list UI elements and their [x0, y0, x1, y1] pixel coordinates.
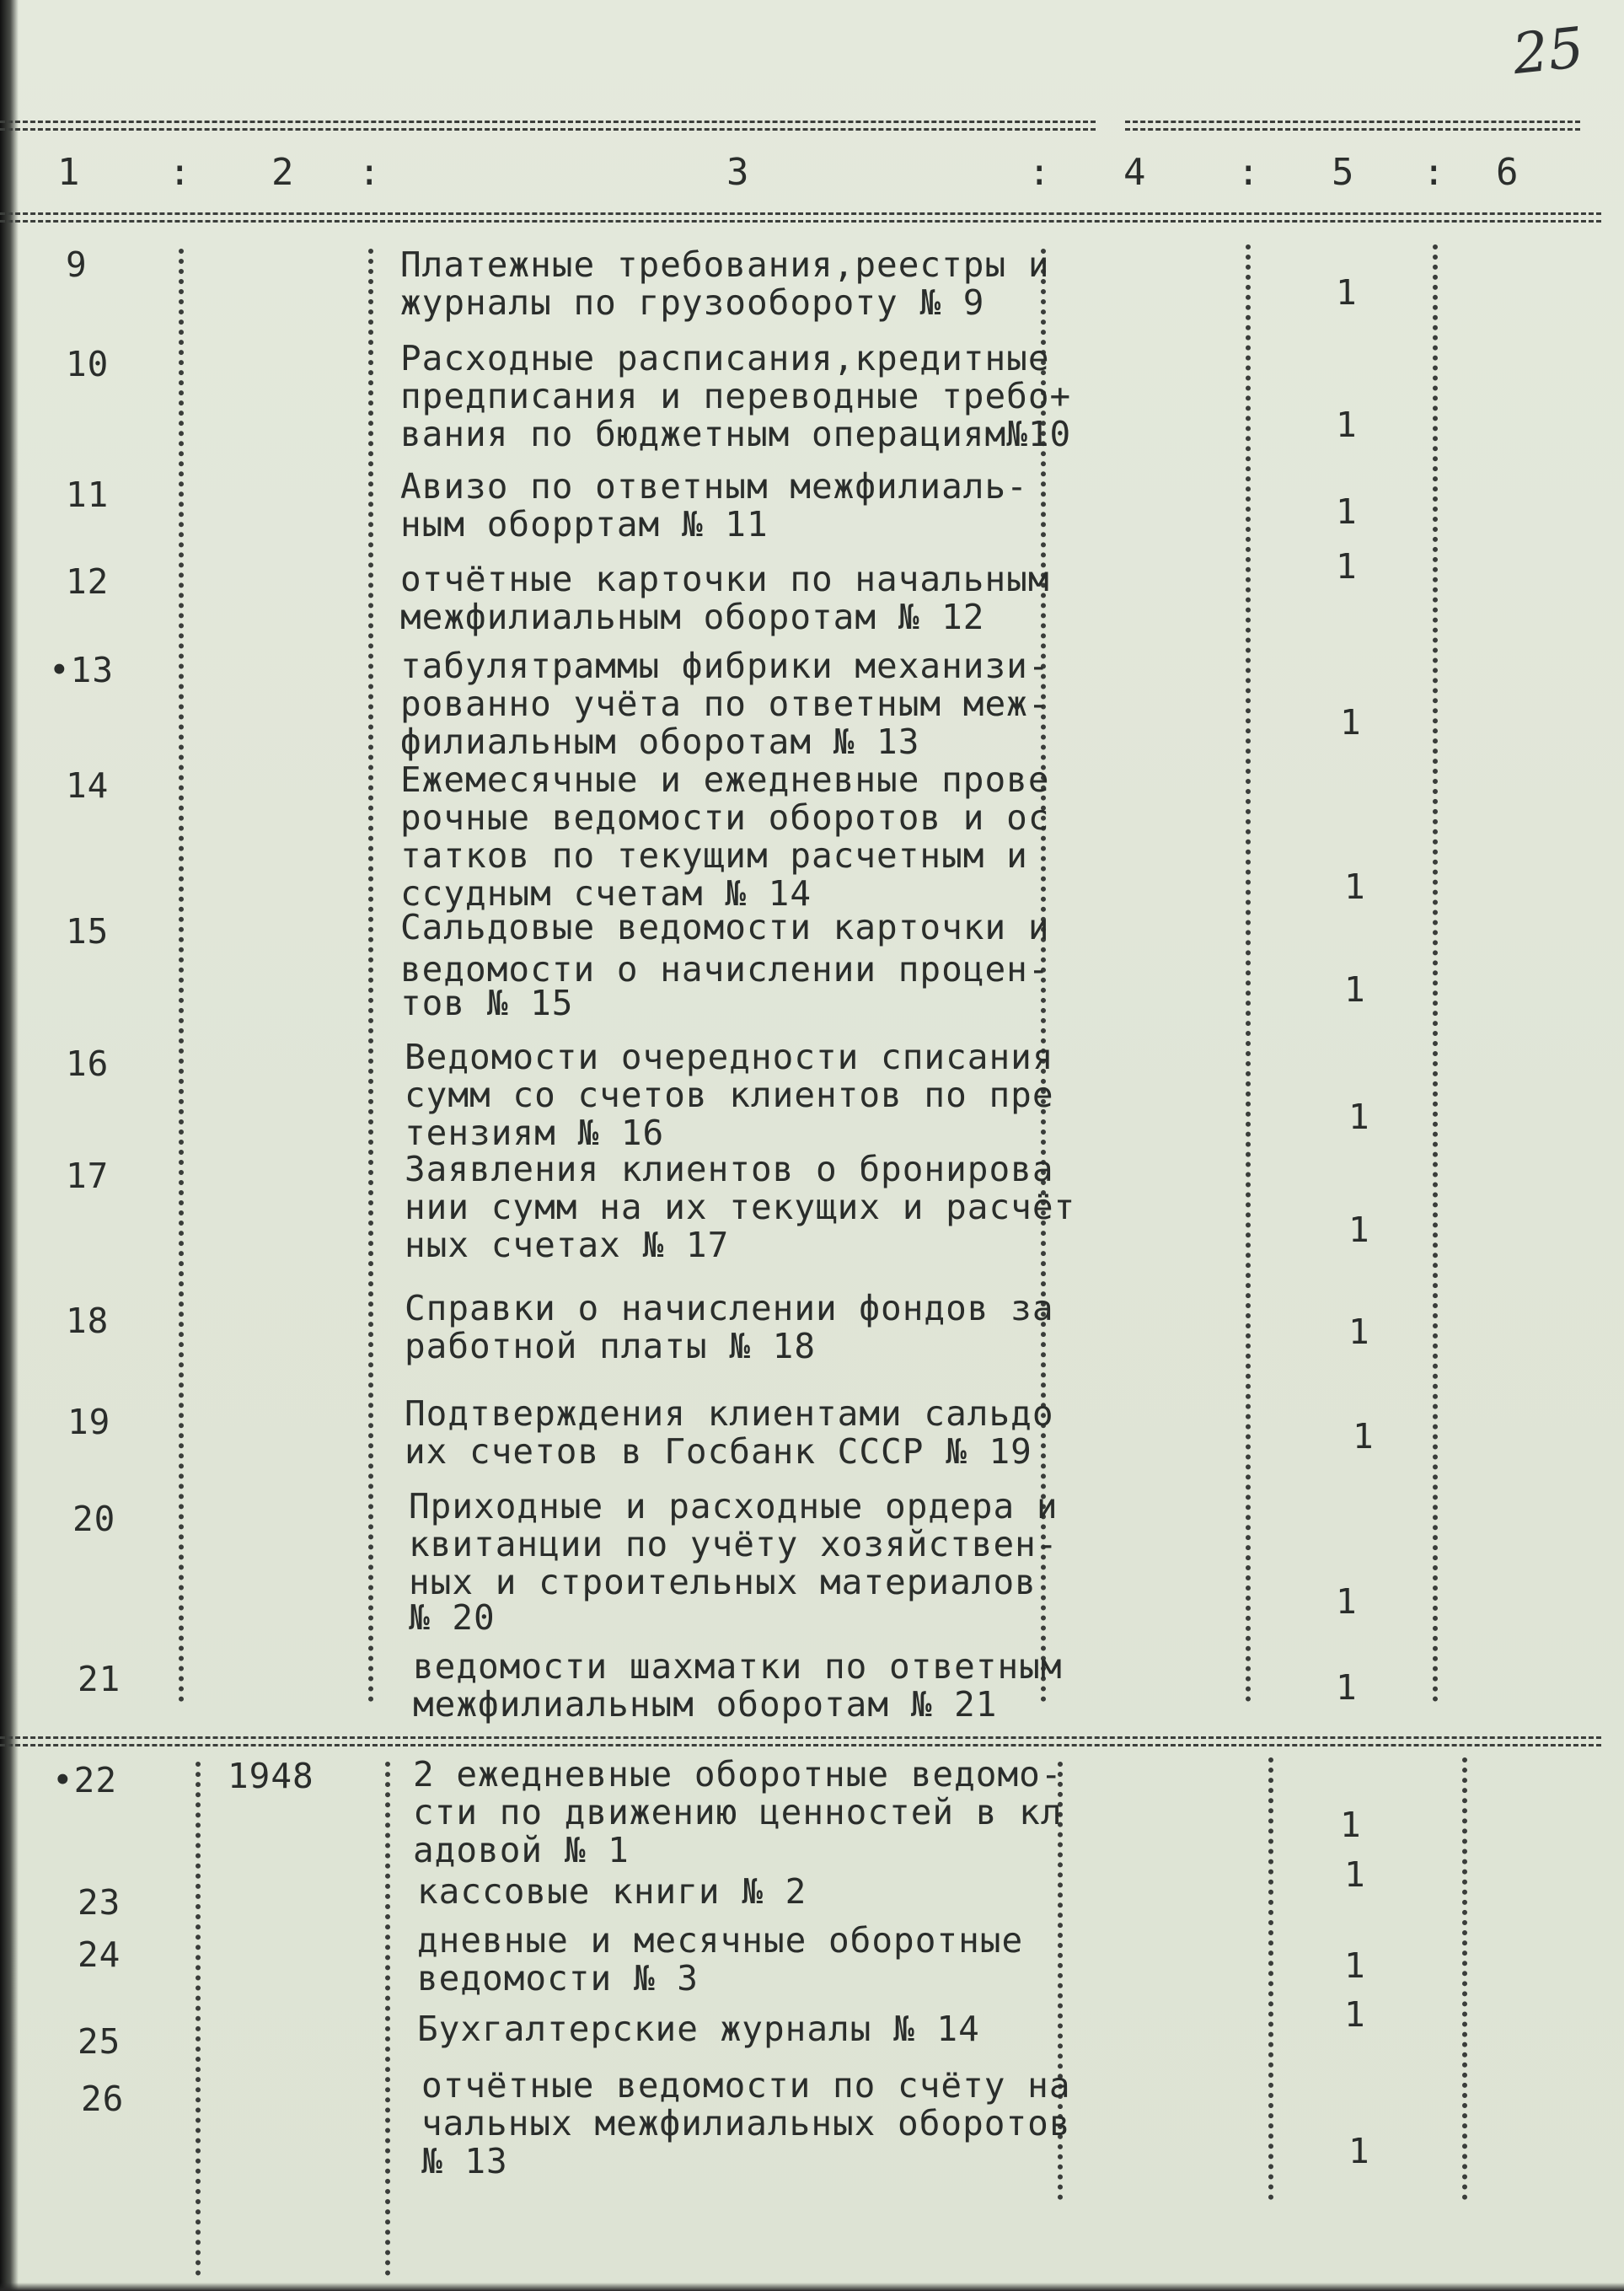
row-title-line: квитанции по учёту хозяйствен- — [409, 1524, 1059, 1564]
column-separator-4 — [1268, 1757, 1273, 2200]
column-separator-2 — [385, 1762, 390, 2276]
row-title-line: рованно учёта по ответным меж- — [400, 684, 1050, 724]
row-title-line: табулятраммы фибрики механизи- — [400, 646, 1050, 686]
sheet-count: 1 — [1344, 969, 1366, 1010]
sheet-count: 1 — [1336, 1581, 1358, 1622]
row-number: •13 — [49, 650, 115, 690]
section-divider-rule — [0, 1736, 1601, 1746]
row-number: 21 — [78, 1659, 121, 1699]
column-separator-1 — [179, 249, 184, 1703]
row-title-line: Заявления клиентов о бронирова — [405, 1149, 1054, 1189]
column-header-6: 6 — [1496, 151, 1519, 194]
header-colon: : — [169, 151, 191, 194]
scan-left-edge — [0, 0, 19, 2291]
row-title-line: журналы по грузообороту № 9 — [400, 282, 985, 323]
row-title-line: ных и строительных материалов — [409, 1562, 1037, 1602]
sheet-count: 1 — [1348, 1312, 1370, 1352]
row-title-line: отчётные карточки по начальным — [400, 559, 1050, 599]
column-separator-2 — [368, 249, 373, 1703]
row-title-line: ным оборртам № 11 — [400, 504, 769, 545]
row-title-line: предписания и переводные требо+ — [400, 376, 1072, 416]
sheet-count: 1 — [1336, 272, 1358, 313]
row-title-line: межфилиальным оборотам № 12 — [400, 597, 985, 637]
sheet-count: 1 — [1344, 1994, 1366, 2035]
row-number: 12 — [66, 561, 110, 602]
row-title-line: филиальным оборотам № 13 — [400, 722, 920, 762]
header-top-rule-right — [1125, 121, 1580, 131]
column-header-3: 3 — [726, 151, 749, 194]
sheet-count: 1 — [1336, 546, 1358, 587]
row-title-line: Приходные и расходные ордера и — [409, 1486, 1059, 1526]
column-header-4: 4 — [1123, 151, 1146, 194]
sheet-count: 1 — [1344, 1945, 1366, 1986]
row-title-line: № 20 — [409, 1597, 496, 1638]
row-title-line: Ведомости очередности списания — [405, 1037, 1054, 1077]
row-title-line: Сальдовые ведомости карточки и — [400, 907, 1050, 947]
row-number: 23 — [78, 1882, 121, 1923]
row-title-line: чальных межфилиальных оборотов — [421, 2103, 1071, 2143]
sheet-count: 1 — [1348, 1097, 1370, 1137]
header-colon: : — [358, 151, 381, 194]
row-number: 25 — [78, 2021, 121, 2062]
column-separator-1 — [196, 1762, 201, 2276]
row-title-line: ссудным счетам № 14 — [400, 873, 812, 914]
row-title-line: нии сумм на их текущих и расчёт — [405, 1187, 1076, 1227]
column-separator-4 — [1246, 244, 1251, 1703]
row-title-line: вания по бюджетным операциям№10 — [400, 414, 1072, 454]
row-number: 14 — [66, 765, 110, 806]
row-number: 20 — [72, 1499, 116, 1539]
scan-bottom-edge — [0, 2283, 1624, 2291]
row-number: 15 — [66, 911, 110, 952]
row-number: 9 — [66, 244, 88, 285]
column-header-2: 2 — [271, 151, 294, 194]
sheet-count: 1 — [1344, 1854, 1366, 1895]
row-title-line: Расходные расписания,кредитные — [400, 338, 1050, 378]
handwritten-page-number: 25 — [1509, 14, 1587, 88]
header-bottom-rule — [0, 212, 1601, 223]
row-title-line: Авизо по ответным межфилиаль- — [400, 466, 1028, 507]
row-number: 18 — [66, 1301, 110, 1341]
row-number: •22 — [52, 1760, 118, 1800]
row-title-line: сти по движению ценностей в кл — [413, 1792, 1063, 1832]
sheet-count: 1 — [1336, 491, 1358, 532]
row-title-line: Подтверждения клиентами сальдо — [405, 1393, 1054, 1434]
sheet-count: 1 — [1336, 1667, 1358, 1708]
header-colon: : — [1028, 151, 1051, 194]
row-title-line: межфилиальным оборотам № 21 — [413, 1684, 998, 1725]
row-title-line: ведомости шахматки по ответным — [413, 1646, 1063, 1687]
row-number: 26 — [81, 2079, 125, 2119]
sheet-count: 1 — [1336, 405, 1358, 445]
row-title-line: работной платы № 18 — [405, 1326, 816, 1366]
row-title-line: отчётные ведомости по счёту на — [421, 2065, 1071, 2106]
row-title-line: ведомости № 3 — [417, 1958, 699, 1999]
row-title-line: рочные ведомости оборотов и ос — [400, 797, 1050, 838]
row-number: 11 — [66, 475, 110, 515]
column-separator-5 — [1462, 1757, 1467, 2200]
row-title-line: их счетов в Госбанк СССР № 19 — [405, 1431, 1032, 1472]
row-number: 19 — [67, 1402, 111, 1442]
header-colon: : — [1423, 151, 1445, 194]
row-title-line: ведомости о начислении процен- — [400, 949, 1050, 990]
header-colon: : — [1237, 151, 1260, 194]
row-title-line: дневные и месячные оборотные — [417, 1920, 1024, 1961]
row-title-line: Бухгалтерские журналы № 14 — [417, 2009, 980, 2049]
row-title-line: татков по текущим расчетным и — [400, 835, 1028, 876]
row-title-line: адовой № 1 — [413, 1830, 630, 1870]
row-number: 16 — [66, 1044, 110, 1084]
row-number: 17 — [66, 1156, 110, 1196]
sheet-count: 1 — [1344, 867, 1366, 907]
row-title-line: ных счетах № 17 — [405, 1225, 730, 1265]
row-title-line: сумм со счетов клиентов по пре — [405, 1075, 1054, 1115]
row-title-line: № 13 — [421, 2141, 508, 2181]
row-year: 1948 — [228, 1756, 314, 1796]
sheet-count: 1 — [1340, 702, 1362, 743]
column-header-5: 5 — [1332, 151, 1354, 194]
row-title-line: Справки о начислении фондов за — [405, 1288, 1054, 1328]
row-title-line: 2 ежедневные оборотные ведомо- — [413, 1754, 1063, 1795]
row-title-line: кассовые книги № 2 — [417, 1871, 807, 1912]
row-number: 10 — [66, 344, 110, 384]
column-header-1: 1 — [57, 151, 80, 194]
row-number: 24 — [78, 1934, 121, 1975]
sheet-count: 1 — [1340, 1805, 1362, 1845]
header-top-rule — [0, 121, 1096, 131]
sheet-count: 1 — [1348, 1210, 1370, 1250]
row-title-line: тензиям № 16 — [405, 1113, 665, 1153]
sheet-count: 1 — [1348, 2131, 1370, 2171]
column-separator-5 — [1433, 244, 1438, 1703]
row-title-line: тов № 15 — [400, 983, 574, 1023]
row-title-line: Платежные требования,реестры и — [400, 244, 1050, 285]
row-title-line: Ежемесячные и ежедневные прове — [400, 759, 1050, 800]
sheet-count: 1 — [1353, 1416, 1375, 1457]
